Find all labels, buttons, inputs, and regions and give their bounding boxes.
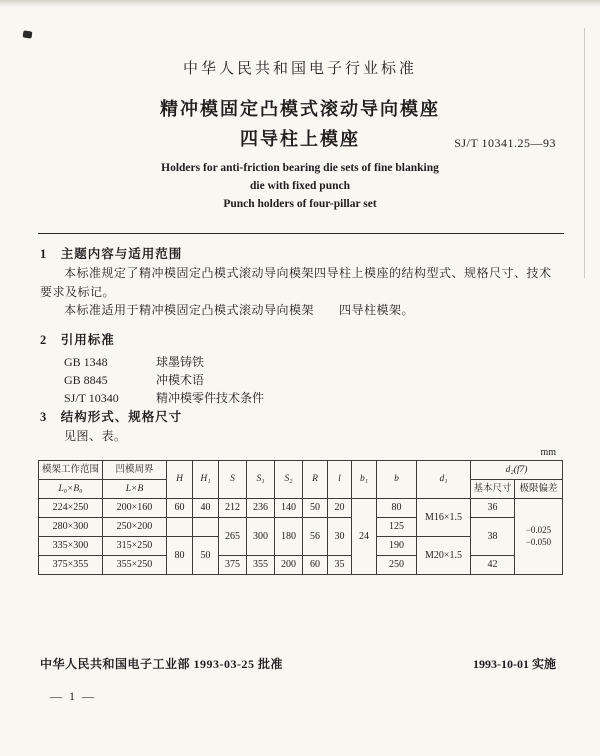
table-row bbox=[39, 499, 563, 518]
table-cell: M20×1.5 bbox=[417, 537, 471, 575]
standard-number: SJ/T 10341.25—93 bbox=[454, 136, 556, 150]
reference-list bbox=[64, 353, 264, 407]
dimension-spec-table bbox=[38, 460, 563, 575]
table-cell: 315×250 bbox=[103, 537, 167, 556]
section-3-heading: 3 结构形式、规格尺寸 bbox=[40, 410, 183, 424]
table-cell: 42 bbox=[471, 556, 515, 575]
table-cell-empty bbox=[193, 518, 219, 537]
table-row bbox=[39, 518, 563, 537]
table-header bbox=[39, 461, 563, 499]
reference-code: GB 8845 bbox=[64, 373, 108, 387]
deviation-lower: −0.050 bbox=[525, 536, 552, 547]
standard-category-header: 中华人民共和国电子行业标准 bbox=[182, 61, 417, 77]
table-cell: 280×300 bbox=[39, 518, 103, 537]
column-header: S₂ bbox=[275, 461, 303, 499]
implementation-date: 1993-10-01 实施 bbox=[473, 657, 556, 671]
reference-title: 精冲模零件技术条件 bbox=[156, 391, 265, 405]
column-header: S bbox=[219, 461, 247, 499]
table-cell: 36 bbox=[471, 499, 515, 518]
table-cell: 224×250 bbox=[39, 499, 103, 518]
document-title-line2: 四导柱上模座 bbox=[240, 128, 360, 149]
deviation-upper: −0.025 bbox=[525, 524, 552, 535]
reference-code: GB 1348 bbox=[64, 355, 108, 369]
table-cell: 40 bbox=[193, 499, 219, 518]
table-cell: 180 bbox=[275, 518, 303, 556]
scan-blot-artifact bbox=[23, 30, 33, 38]
section-1-paragraph-1: 本标准规定了精冲模固定凸模式滚动导向模架四导柱上模座的结构型式、规格尺寸、技术要求及标记。 bbox=[40, 266, 552, 299]
table-cell: 35 bbox=[328, 556, 352, 575]
table-cell: 212 bbox=[219, 499, 247, 518]
table-cell: 190 bbox=[377, 537, 417, 556]
english-title-line3: Punch holders of four-pillar set bbox=[223, 197, 377, 210]
column-header: b bbox=[377, 461, 417, 499]
table-cell: 20 bbox=[328, 499, 352, 518]
table-cell: 200 bbox=[275, 556, 303, 575]
column-subheader: L×B bbox=[103, 480, 167, 499]
table-cell: 50 bbox=[193, 537, 219, 575]
horizontal-divider bbox=[38, 233, 564, 234]
table-header-row bbox=[39, 461, 563, 480]
table-cell: 200×160 bbox=[103, 499, 167, 518]
column-header: d₁ bbox=[417, 461, 471, 499]
reference-item bbox=[64, 353, 264, 371]
table-cell: 80 bbox=[167, 537, 193, 575]
table-cell: 355 bbox=[247, 556, 275, 575]
column-header: b₁ bbox=[352, 461, 377, 499]
table-cell: M16×1.5 bbox=[417, 499, 471, 537]
table-cell: 375 bbox=[219, 556, 247, 575]
english-title-line2: die with fixed punch bbox=[249, 179, 350, 192]
table-cell-empty bbox=[167, 518, 193, 537]
column-header: 模架工作范围 bbox=[39, 461, 103, 480]
section-3-paragraph-1: 见图、表。 bbox=[64, 429, 127, 443]
table-cell: 60 bbox=[167, 499, 193, 518]
column-header: 凹模周界 bbox=[103, 461, 167, 480]
reference-item bbox=[64, 389, 264, 407]
table-cell: 80 bbox=[377, 499, 417, 518]
table-cell: 375×355 bbox=[39, 556, 103, 575]
deviation-cell bbox=[515, 499, 563, 575]
table-cell: 24 bbox=[352, 499, 377, 575]
column-subheader: 极限偏差 bbox=[515, 480, 563, 499]
page-number: — 1 — bbox=[50, 689, 96, 703]
column-header: H bbox=[167, 461, 193, 499]
table-cell: 250×200 bbox=[103, 518, 167, 537]
approval-statement: 中华人民共和国电子工业部 1993-03-25 批准 bbox=[40, 657, 283, 671]
table-cell: 355×250 bbox=[103, 556, 167, 575]
table-cell: 30 bbox=[328, 518, 352, 556]
column-header: H₁ bbox=[193, 461, 219, 499]
table-cell: 50 bbox=[303, 499, 328, 518]
table-cell: 265 bbox=[219, 518, 247, 556]
table-cell: 60 bbox=[303, 556, 328, 575]
table-cell: 56 bbox=[303, 518, 328, 556]
column-header: R bbox=[303, 461, 328, 499]
column-subheader: L₀×B₀ bbox=[39, 480, 103, 499]
reference-title: 冲模术语 bbox=[156, 373, 205, 387]
table-unit-label: mm bbox=[540, 447, 556, 458]
column-subheader: 基本尺寸 bbox=[471, 480, 515, 499]
english-title bbox=[0, 160, 600, 213]
reference-code: SJ/T 10340 bbox=[64, 391, 119, 405]
document-title-line1: 精冲模固定凸模式滚动导向模座 bbox=[160, 99, 440, 119]
table-cell: 236 bbox=[247, 499, 275, 518]
table-cell: 38 bbox=[471, 518, 515, 556]
scan-edge-artifact bbox=[0, 0, 600, 7]
table-cell: 140 bbox=[275, 499, 303, 518]
column-header: l bbox=[328, 461, 352, 499]
reference-item bbox=[64, 371, 264, 389]
section-1-paragraph-2: 本标准适用于精冲模固定凸模式滚动导向模架 四导柱模架。 bbox=[64, 303, 415, 317]
table-row bbox=[39, 556, 563, 575]
table-body bbox=[39, 499, 563, 575]
table-cell: 250 bbox=[377, 556, 417, 575]
english-title-line1: Holders for anti-friction bearing die sets of fine blanking bbox=[161, 162, 439, 174]
table-cell: 125 bbox=[377, 518, 417, 537]
column-header: d₂(f7) bbox=[471, 461, 563, 480]
section-1-heading: 1 主题内容与适用范围 bbox=[40, 247, 183, 261]
table-cell: 335×300 bbox=[39, 537, 103, 556]
column-header: S₁ bbox=[247, 461, 275, 499]
reference-title: 球墨铸铁 bbox=[156, 355, 205, 369]
table-cell: 300 bbox=[247, 518, 275, 556]
section-2-heading: 2 引用标准 bbox=[40, 333, 115, 347]
